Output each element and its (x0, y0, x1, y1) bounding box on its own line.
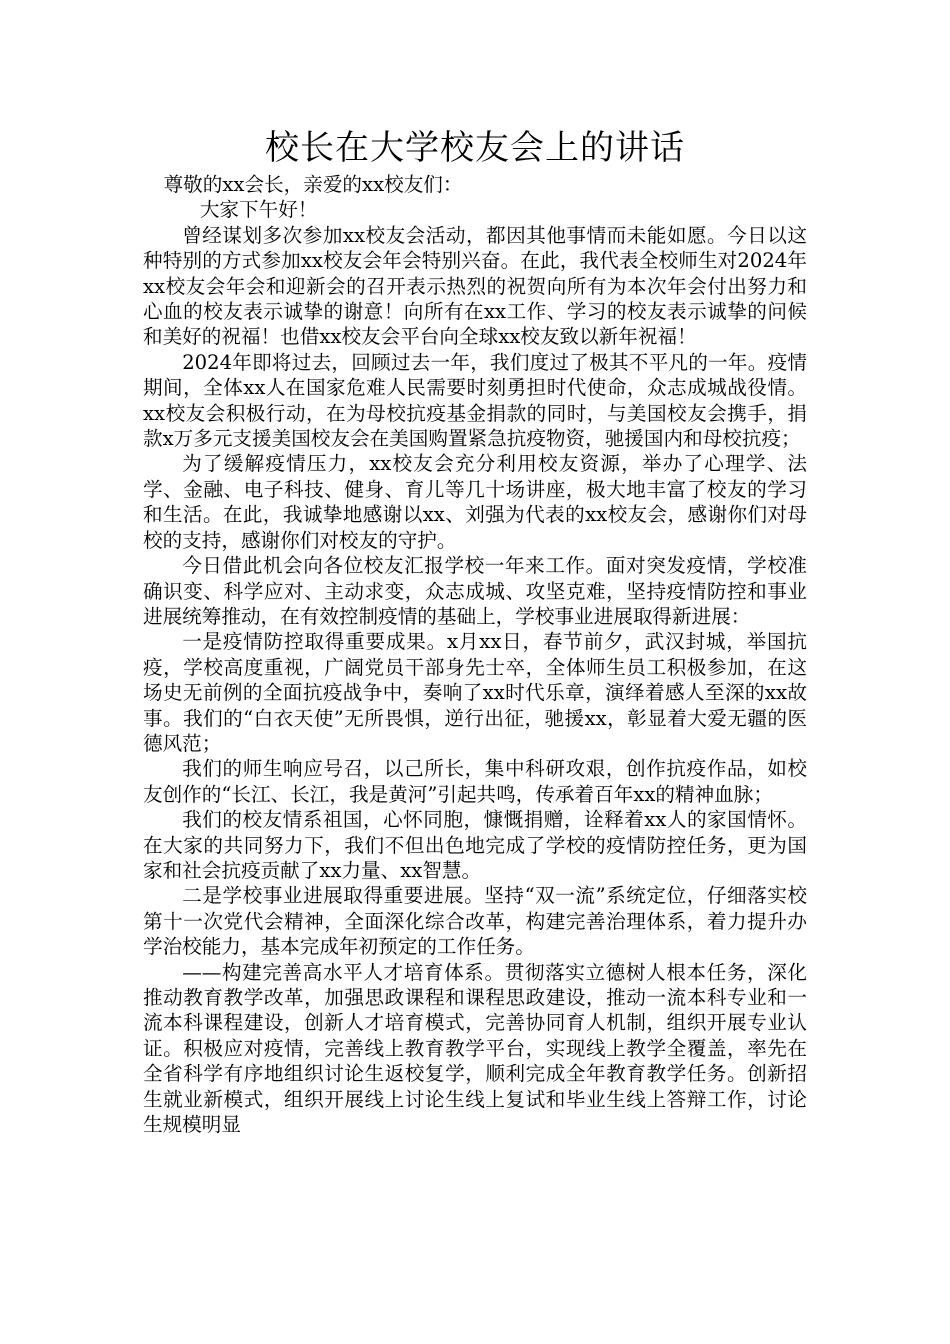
paragraph: 曾经谋划多次参加xx校友会活动，都因其他事情而未能如愿。今日以这种特别的方式参加xx校友会年会特别兴奋。在此，我代表全校师生对2024年xx校友会年会和迎新会的召开表示热烈的祝贺向所有为本次年会付出努力和心血的校友表示诚挚的谢意！向所有在xx工作、学习的校友表示诚挚的问候和美好的祝福！也借xx校友会平台向全球xx校友致以新年祝福！ (143, 223, 807, 349)
document-title: 校长在大学校友会上的讲话 (265, 128, 685, 168)
paragraph: 2024年即将过去，回顾过去一年，我们度过了极其不平凡的一年。疫情期间，全体xx人在国家危难人民需要时刻勇担时代使命，众志成城战役情。xx校友会积极行动，在为母校抗疫基金捐款的同时，与美国校友会携手，捐款x万多元支援美国校友会在美国购置紧急抗疫物资，驰援国内和母校抗疫； (143, 350, 807, 451)
document-body (143, 172, 807, 1137)
paragraph: 我们的师生响应号召，以己所长，集中科研攻艰，创作抗疫作品，如校友创作的“长江、长江，我是黄河”引起共鸣，传承着百年xx的精神血脉； (143, 757, 807, 806)
paragraph: 一是疫情防控取得重要成果。x月xx日，春节前夕，武汉封城，举国抗疫，学校高度重视，广阔党员干部身先士卒，全体师生员工积极参加，在这场史无前例的全面抗疫战争中，奏响了xx时代乐章，演绎着感人至深的xx故事。我们的“白衣天使”无所畏惧，逆行出征，驰援xx，彰显着大爱无疆的医德风范； (143, 630, 807, 755)
paragraph: 我们的校友情系祖国，心怀同胞，慷慨捐赠，诠释着xx人的家国情怀。在大家的共同努力下，我们不但出色地完成了学校的疫情防控任务，更为国家和社会抗疫贡献了xx力量、xx智慧。 (143, 808, 807, 882)
paragraph: ——构建完善高水平人才培育体系。贯彻落实立德树人根本任务，深化推动教育教学改革，加强思政课程和课程思政建设，推动一流本科专业和一流本科课程建设，创新人才培育模式，完善协同育人机制，组织开展专业认证。积极应对疫情，完善线上教育教学平台，实现线上教学全覆盖，率先在全省科学有序地组织讨论生返校复学，顺利完成全年教育教学任务。创新招生就业新模式，组织开展线上讨论生线上复试和毕业生线上答辩工作，讨论生规模明显 (143, 960, 807, 1137)
greeting: 大家下午好！ (199, 198, 318, 222)
paragraph: 今日借此机会向各位校友汇报学校一年来工作。面对突发疫情，学校准确识变、科学应对、主动求变，众志成城、攻坚克难，坚持疫情防控和事业进展统筹推动，在有效控制疫情的基础上，学校事业进展取得新进展： (143, 554, 807, 628)
paragraph: 为了缓解疫情压力，xx校友会充分利用校友资源，举办了心理学、法学、金融、电子科技、健身、育儿等几十场讲座，极大地丰富了校友的学习和生活。在此，我诚挚地感谢以xx、刘强为代表的xx校友会，感谢你们对母校的支持，感谢你们对校友的守护。 (143, 452, 807, 552)
paragraph: 二是学校事业进展取得重要进展。坚持“双一流”系统定位，仔细落实校第十一次党代会精神，全面深化综合改革，构建完善治理体系，着力提升办学治校能力，基本完成年初预定的工作任务。 (143, 884, 807, 959)
salutation: 尊敬的xx会长，亲爱的xx校友们： (163, 173, 463, 196)
